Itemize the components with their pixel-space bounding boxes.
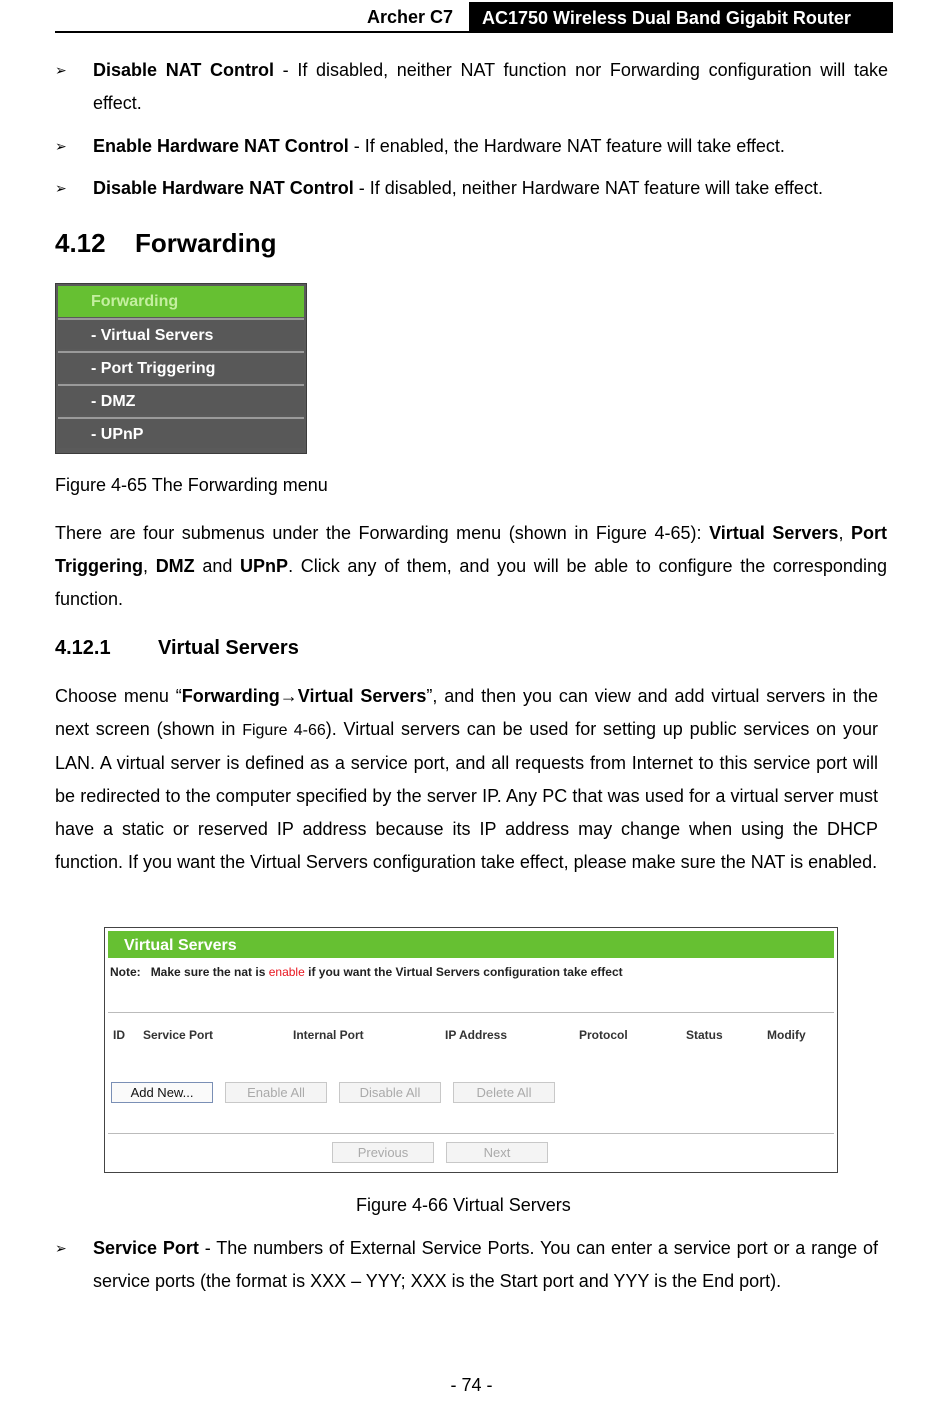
note-text: if you want the Virtual Servers configuration take effect	[304, 965, 623, 979]
intro-text: . Click any of them, and you will be able to configure the corresponding function.	[55, 556, 887, 609]
vs-text: ”, and then you can view and add virtual servers in the next screen (shown in	[55, 686, 879, 739]
intro-bold-upnp: UPnP	[240, 556, 289, 576]
divider	[108, 1133, 834, 1134]
section-number: 4.12	[55, 228, 106, 258]
menu-item-forwarding[interactable]: Forwarding	[58, 286, 304, 317]
header-rule	[55, 31, 893, 33]
delete-all-button[interactable]: Delete All	[453, 1082, 555, 1103]
bullet-enable-hw-nat	[55, 130, 888, 163]
column-service-port: Service Port	[143, 1028, 214, 1042]
arrow-bullet-icon: ➢	[55, 1240, 67, 1256]
subsection-heading	[55, 637, 299, 660]
subsection-title: Virtual Servers	[158, 637, 299, 659]
intro-bold-dmz: DMZ	[155, 556, 195, 576]
column-status: Status	[686, 1028, 723, 1042]
page-number: - 74 -	[450, 1375, 493, 1395]
disable-all-button[interactable]: Disable All	[339, 1082, 441, 1103]
figure-caption-65: Figure 4-65 The Forwarding menu	[55, 475, 328, 495]
vs-menu-path: Forwarding→Virtual Servers	[181, 686, 427, 706]
note-enable: enable	[268, 965, 305, 979]
intro-bold-port-triggering: Port Triggering	[55, 523, 888, 576]
panel-note	[110, 965, 623, 979]
section-title: Forwarding	[135, 228, 277, 258]
arrow-bullet-icon: ➢	[55, 180, 67, 196]
previous-button[interactable]: Previous	[332, 1142, 434, 1163]
bullet-disable-nat	[55, 54, 888, 120]
virtual-servers-paragraph	[55, 680, 878, 879]
bullet-term: Enable Hardware NAT Control	[93, 136, 349, 156]
enable-all-button[interactable]: Enable All	[225, 1082, 327, 1103]
section-heading	[55, 228, 277, 259]
intro-sep: ,	[838, 523, 852, 543]
note-text: Make sure the nat is	[150, 965, 269, 979]
virtual-servers-panel	[104, 927, 838, 1173]
arrow-bullet-icon: ➢	[55, 138, 67, 154]
intro-text: There are four submenus under the Forwarding menu (shown in Figure 4-65):	[55, 523, 710, 543]
bullet-desc: - The numbers of External Service Ports. You can enter a service port or a range of service ports (the format is XXX – YYY; XXX is the Start port and YYY is the End port).	[93, 1238, 878, 1291]
bullet-term: Disable Hardware NAT Control	[93, 178, 354, 198]
bullet-disable-hw-nat	[55, 172, 888, 205]
intro-paragraph	[55, 517, 887, 616]
intro-bold-virtual-servers: Virtual Servers	[709, 523, 839, 543]
vs-text: ). Virtual servers can be used for setting up public services on your LAN. A virtual server is defined as a service port, and all requests from Internet to this service port will be redirected to the computer specified by the server IP. Any PC that was used for a virtual server must have a static or reserved IP address because its IP address may change when using the DHCP function. If you want the Virtual Servers configuration take effect, please make sure the NAT is enabled.	[55, 719, 878, 872]
note-label: Note:	[110, 965, 141, 979]
menu-item-port-triggering[interactable]: - Port Triggering	[58, 351, 304, 382]
bullet-service-port	[55, 1232, 878, 1298]
subsection-number: 4.12.1	[55, 637, 111, 659]
arrow-bullet-icon: ➢	[55, 62, 67, 78]
bullet-desc: - If disabled, neither Hardware NAT feature will take effect.	[353, 178, 823, 198]
column-modify: Modify	[767, 1028, 806, 1042]
column-id: ID	[113, 1028, 125, 1042]
bullet-term: Service Port	[93, 1238, 199, 1258]
bullet-desc: - If disabled, neither NAT function nor Forwarding configuration will take effect.	[93, 60, 888, 113]
column-protocol: Protocol	[579, 1028, 628, 1042]
add-new-button[interactable]: Add New...	[111, 1082, 213, 1103]
column-ip-address: IP Address	[445, 1028, 508, 1042]
intro-sep: ,	[143, 556, 156, 576]
panel-title: Virtual Servers	[108, 931, 834, 958]
forwarding-menu	[55, 283, 307, 454]
next-button[interactable]: Next	[446, 1142, 548, 1163]
menu-item-dmz[interactable]: - DMZ	[58, 384, 304, 415]
figure-reference: Figure 4-66	[242, 722, 326, 739]
header-model: Archer C7	[367, 7, 454, 27]
intro-sep: and	[194, 556, 241, 576]
figure-caption-66: Figure 4-66 Virtual Servers	[356, 1195, 571, 1215]
vs-text: Choose menu “	[55, 686, 182, 706]
bullet-term: Disable NAT Control	[93, 60, 275, 80]
column-internal-port: Internal Port	[293, 1028, 364, 1042]
header-title: AC1750 Wireless Dual Band Gigabit Router	[469, 2, 893, 33]
bullet-desc: - If enabled, the Hardware NAT feature will take effect.	[348, 136, 785, 156]
divider	[108, 1012, 834, 1013]
menu-item-upnp[interactable]: - UPnP	[58, 417, 304, 448]
menu-item-virtual-servers[interactable]: - Virtual Servers	[58, 318, 304, 349]
